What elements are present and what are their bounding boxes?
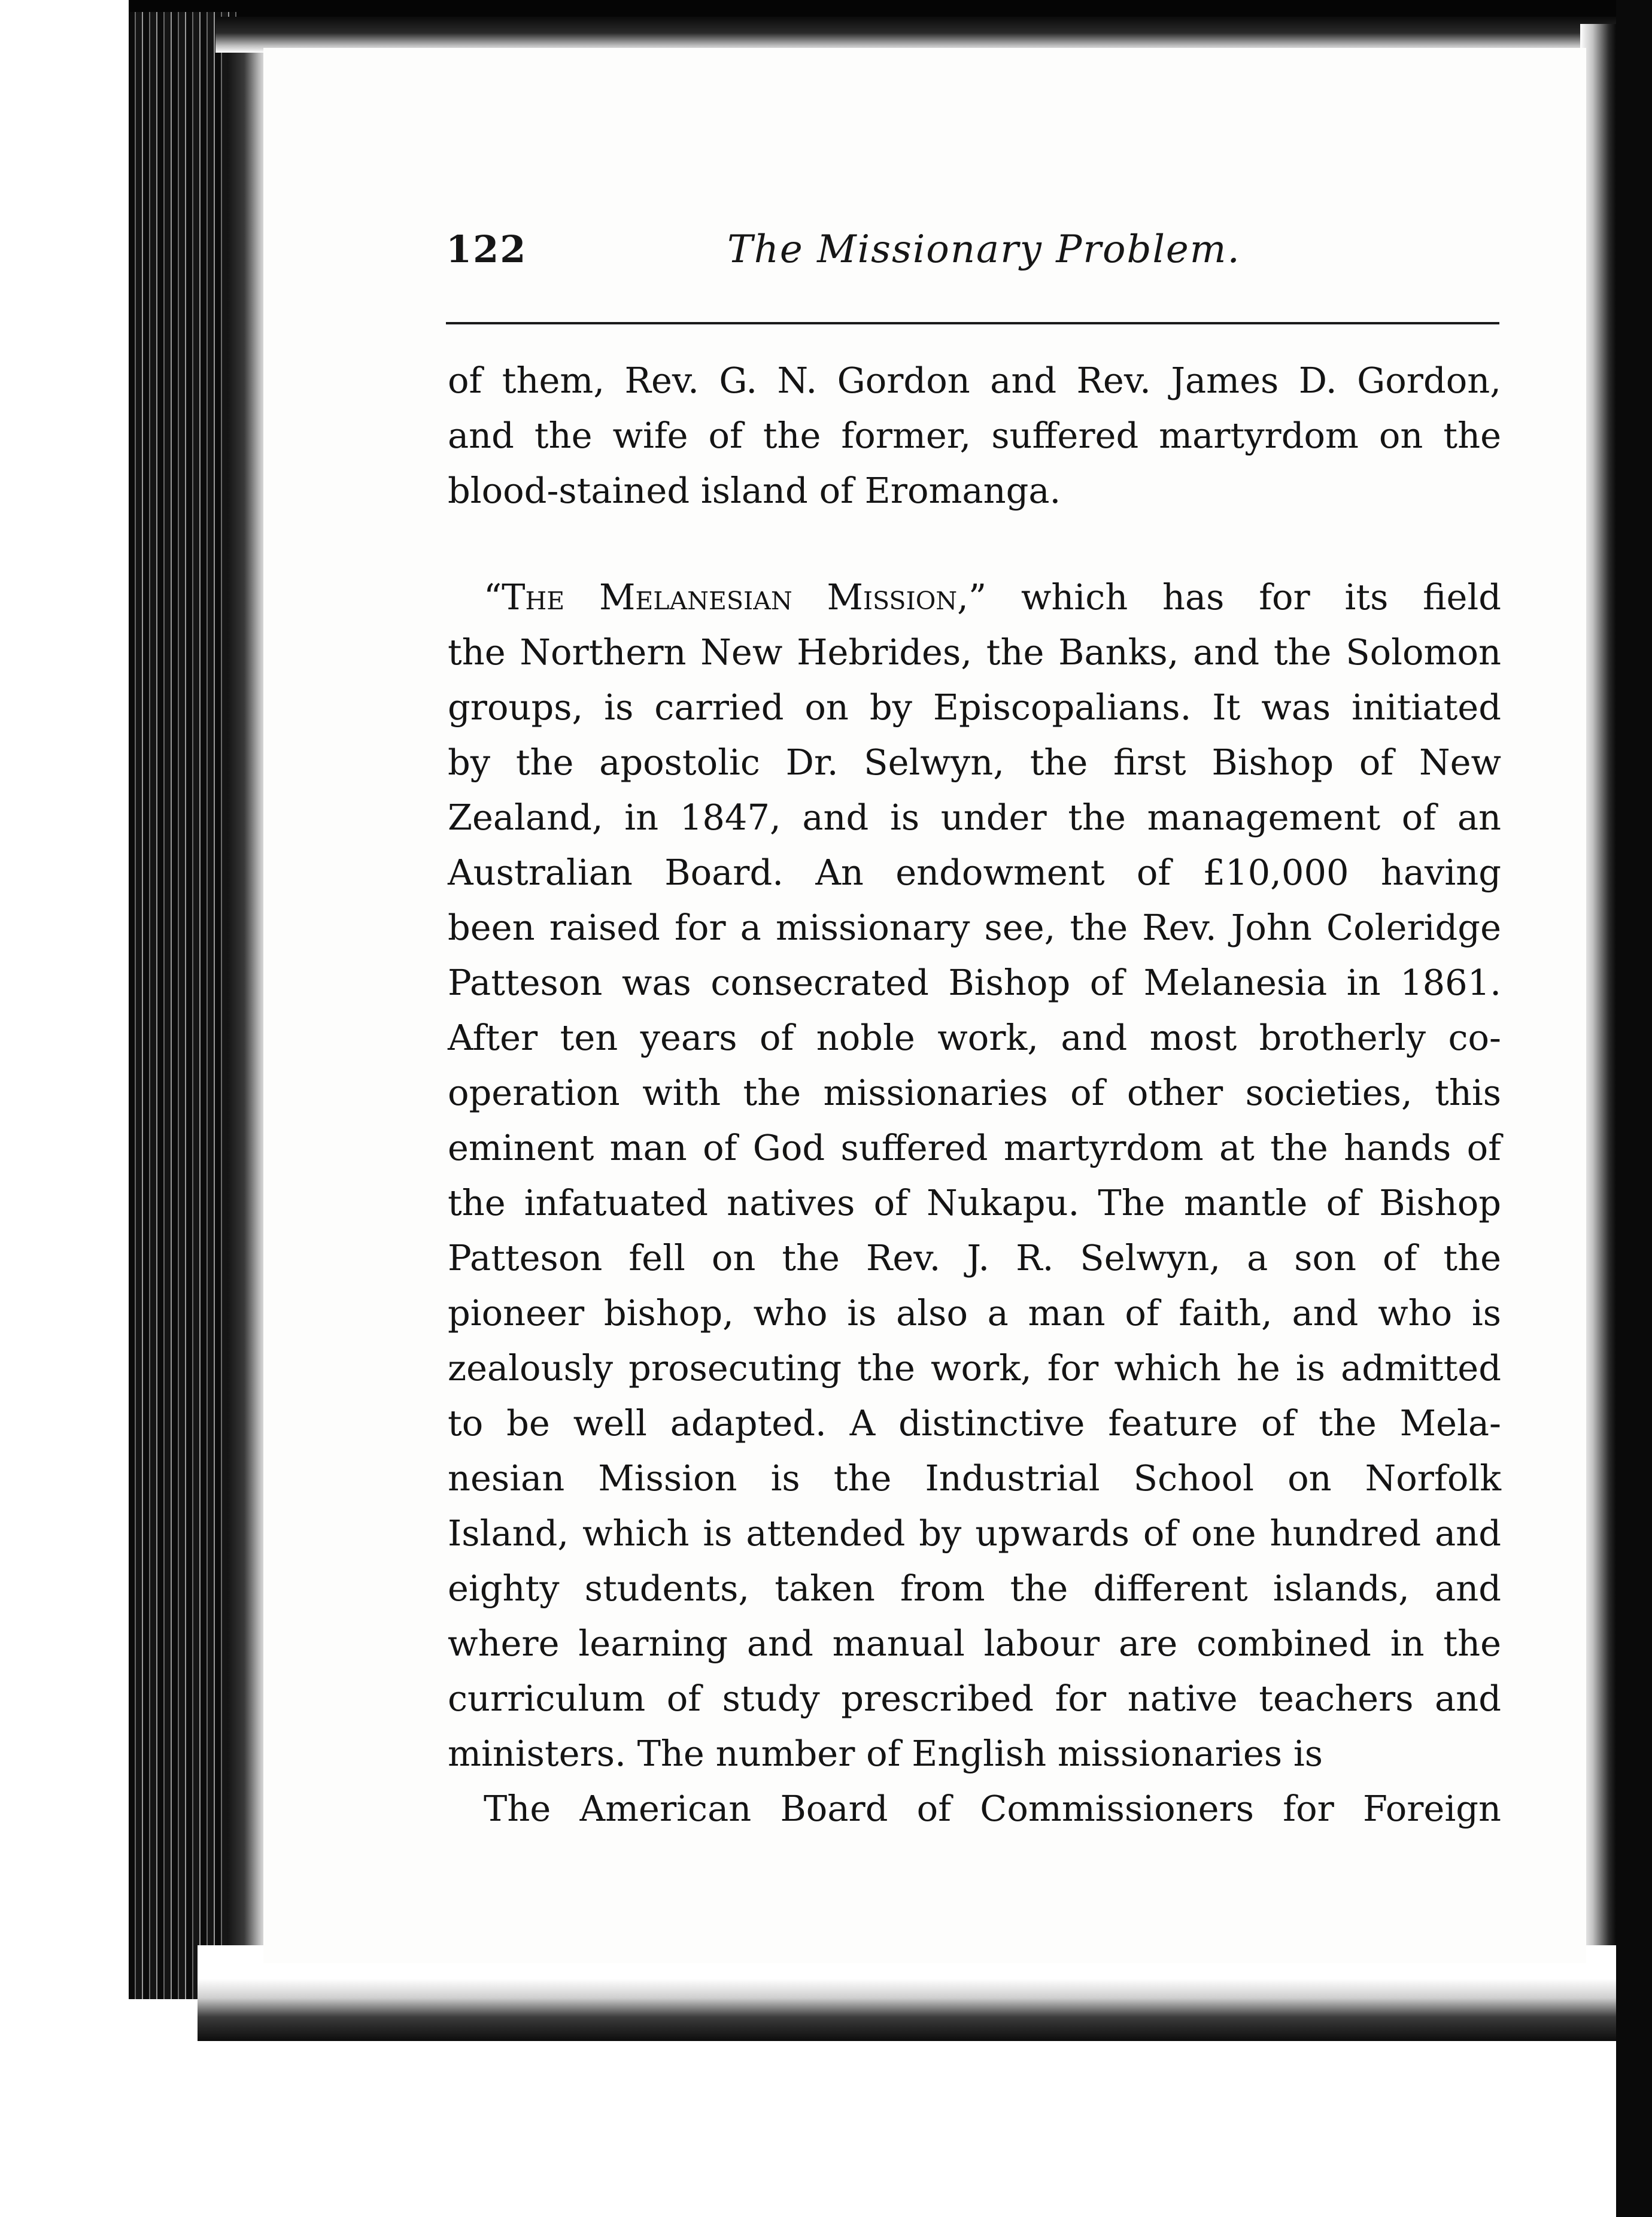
text-line: blood-stained island of Eromanga. <box>448 470 1061 511</box>
text-line-lead <box>448 570 1501 625</box>
text-line: eighty students, taken from the different islands, and <box>448 1568 1501 1609</box>
text-line: Patteson fell on the Rev. J. R. Selwyn, a son of the <box>448 1237 1501 1278</box>
paragraph-american-board <box>448 1781 1501 1836</box>
body-text <box>448 353 1501 1836</box>
text-line: zealously prosecuting the work, for which he is admitted <box>448 1347 1501 1389</box>
text-line: The American Board of Commissioners for Foreign <box>484 1788 1501 1829</box>
scanner-background-right <box>1616 0 1652 2217</box>
lead-line-rest: ” which has for its field <box>968 576 1502 618</box>
running-head <box>446 227 1505 293</box>
scanner-background-top <box>0 0 1652 18</box>
text-line: pioneer bishop, who is also a man of faith, and who is <box>448 1292 1501 1334</box>
text-line: where learning and manual labour are combined in the <box>448 1623 1501 1664</box>
text-line: to be well adapted. A distinctive feature of the Mela- <box>448 1402 1501 1444</box>
text-line: groups, is carried on by Episcopalians. It was initiated <box>448 687 1501 728</box>
page-top-edge <box>215 17 1616 53</box>
opening-quote: “ <box>484 576 502 618</box>
mission-name-smallcaps: The Melanesian Mission, <box>502 576 968 618</box>
running-title: The Missionary Problem. <box>727 227 1241 272</box>
text-line: and the wife of the former, suffered martyrdom on the <box>448 415 1501 456</box>
scanner-background-left <box>0 0 129 2217</box>
text-line: of them, Rev. G. N. Gordon and Rev. James D. Gordon, <box>448 360 1501 401</box>
paragraph-melanesian-mission <box>448 570 1501 1781</box>
text-line: nesian Mission is the Industrial School on Norfolk <box>448 1457 1501 1499</box>
text-line: been raised for a missionary see, the Rev. John Coleridge <box>448 907 1501 948</box>
text-line: the infatuated natives of Nukapu. The mantle of Bishop <box>448 1182 1501 1223</box>
text-line: Patteson was consecrated Bishop of Melanesia in 1861. <box>448 962 1501 1003</box>
text-line: After ten years of noble work, and most brotherly co- <box>448 1017 1501 1058</box>
page-number: 122 <box>446 227 527 271</box>
header-rule <box>446 322 1499 324</box>
text-line: eminent man of God suffered martyrdom at the hands of <box>448 1127 1501 1168</box>
paragraph-gordon-martyrdom <box>448 353 1501 518</box>
paragraph-spacing <box>448 518 1501 570</box>
text-line: ministers. The number of English missionaries is <box>448 1733 1323 1774</box>
text-line: Zealand, in 1847, and is under the management of an <box>448 797 1501 838</box>
stacked-page-edges <box>129 12 236 1999</box>
text-line: the Northern New Hebrides, the Banks, and the Solomon <box>448 631 1501 673</box>
text-line: operation with the missionaries of other societies, this <box>448 1072 1501 1113</box>
text-line: Australian Board. An endowment of £10,000 having <box>448 852 1501 893</box>
text-line: by the apostolic Dr. Selwyn, the first Bishop of New <box>448 742 1501 783</box>
text-line: Island, which is attended by upwards of one hundred and <box>448 1513 1501 1554</box>
text-line: curriculum of study prescribed for native teachers and <box>448 1678 1501 1719</box>
